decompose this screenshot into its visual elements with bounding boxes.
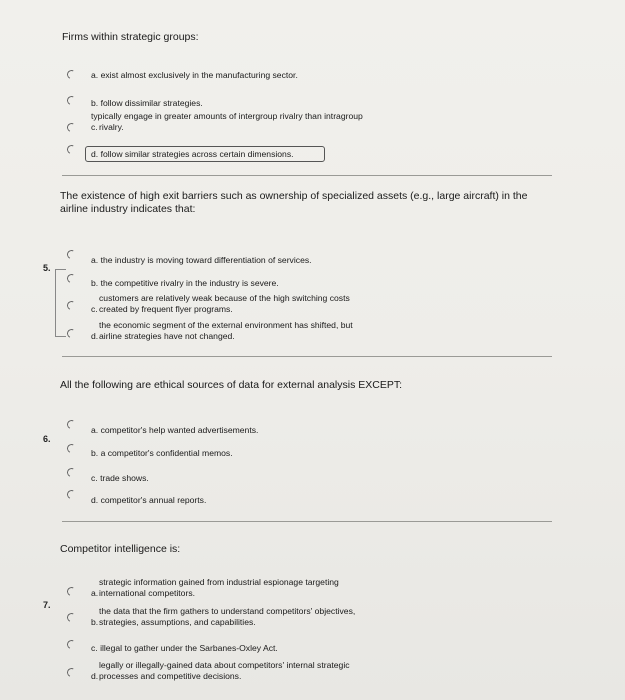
- option-text: b. the competitive rivalry in the industry is severe.: [91, 278, 279, 288]
- option-letter: c.: [91, 304, 98, 314]
- question-stem: Competitor intelligence is:: [60, 543, 181, 555]
- radio-button[interactable]: [66, 122, 78, 134]
- option-c[interactable]: [0, 111, 560, 133]
- option-text: d. competitor's annual reports.: [91, 495, 207, 505]
- option-d[interactable]: [0, 145, 560, 167]
- question-number: 5.: [43, 263, 51, 273]
- option-text: d. follow similar strategies across certain dimensions.: [91, 149, 294, 159]
- question-number: 7.: [43, 600, 51, 610]
- option-text: the data that the firm gathers to understand competitors' objectives, strategies, assumptions, and capabilities.: [99, 606, 356, 627]
- question-stem: Firms within strategic groups:: [62, 31, 199, 43]
- divider: [62, 356, 552, 357]
- option-a[interactable]: [0, 577, 560, 599]
- divider: [62, 175, 552, 176]
- radio-button[interactable]: [66, 443, 78, 455]
- option-text: typically engage in greater amounts of intergroup rivalry than intragroup rivalry.: [91, 111, 363, 132]
- radio-button[interactable]: [66, 95, 78, 107]
- option-a[interactable]: [0, 68, 560, 90]
- option-letter: d.: [91, 331, 99, 341]
- radio-button[interactable]: [66, 144, 78, 156]
- option-text: strategic information gained from industrial espionage targeting international competitors.: [99, 577, 339, 598]
- option-text: a. the industry is moving toward differentiation of services.: [91, 255, 312, 265]
- option-letter: b.: [91, 617, 99, 627]
- radio-button[interactable]: [66, 489, 78, 501]
- option-c[interactable]: [0, 293, 560, 315]
- radio-button[interactable]: [66, 612, 78, 624]
- radio-button[interactable]: [66, 249, 78, 261]
- option-text: a. competitor's help wanted advertisements.: [91, 425, 259, 435]
- option-c[interactable]: [0, 640, 560, 662]
- option-d[interactable]: [0, 490, 560, 512]
- radio-button[interactable]: [66, 69, 78, 81]
- radio-button[interactable]: [66, 667, 78, 679]
- divider: [62, 521, 552, 522]
- radio-button[interactable]: [66, 586, 78, 598]
- radio-button[interactable]: [66, 328, 78, 340]
- option-a[interactable]: [0, 250, 560, 272]
- radio-button[interactable]: [66, 419, 78, 431]
- radio-button[interactable]: [66, 300, 78, 312]
- radio-button[interactable]: [66, 273, 78, 285]
- option-d[interactable]: [0, 660, 560, 682]
- option-letter: c.: [91, 122, 98, 132]
- option-letter: d.: [91, 671, 99, 681]
- question-stem: The existence of high exit barriers such as ownership of specialized assets (e.g., large aircraft) in the airline industry indicates that:: [60, 190, 528, 215]
- question-stem: All the following are ethical sources of data for external analysis EXCEPT:: [60, 379, 403, 391]
- option-text: b. follow dissimilar strategies.: [91, 98, 203, 108]
- option-text: the economic segment of the external environment has shifted, but airline strategies have not changed.: [99, 320, 353, 341]
- option-text: b. a competitor's confidential memos.: [91, 448, 233, 458]
- option-c[interactable]: [0, 468, 560, 490]
- option-b[interactable]: [0, 444, 560, 466]
- option-letter: a.: [91, 588, 99, 598]
- question-number: 6.: [43, 434, 51, 444]
- radio-button[interactable]: [66, 467, 78, 479]
- radio-button[interactable]: [66, 639, 78, 651]
- option-text: c. trade shows.: [91, 473, 149, 483]
- option-text: a. exist almost exclusively in the manufacturing sector.: [91, 70, 298, 80]
- option-b[interactable]: [0, 606, 560, 628]
- option-text: customers are relatively weak because of the high switching costs created by frequent flyer programs.: [99, 293, 350, 314]
- option-a[interactable]: [0, 420, 560, 442]
- option-text: c. illegal to gather under the Sarbanes-Oxley Act.: [91, 643, 278, 653]
- option-d[interactable]: [0, 320, 560, 342]
- option-text: legally or illegally-gained data about competitors' internal strategic processes and competitive decisions.: [99, 660, 350, 681]
